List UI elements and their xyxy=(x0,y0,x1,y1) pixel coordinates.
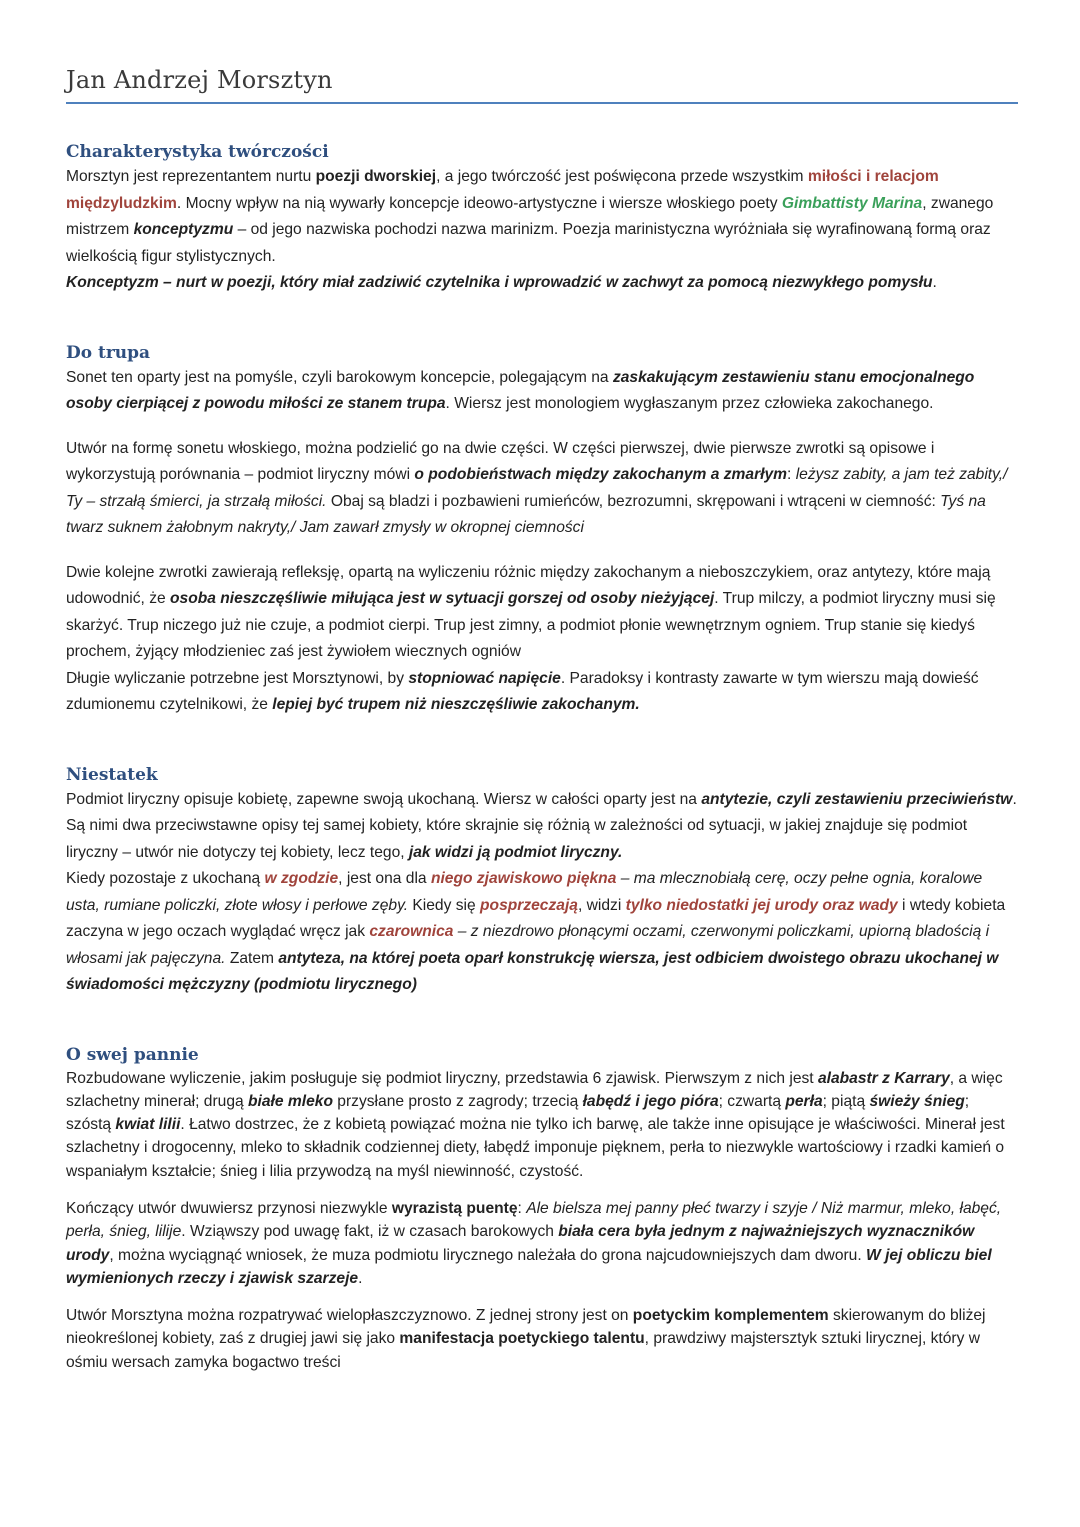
paragraph: Morsztyn jest reprezentantem nurtu poezji dworskiej, a jego twórczość jest poświęcona przede wszystkim miłości i relacjom międzyludzkim. Mocny wpływ na nią wywarły koncepcje ideowo-artystyczne i wiersze włoskiego poety Gimbattisty Marina, zwanego mistrzem konceptyzmu – od jego nazwiska pochodzi nazwa marinizm. Poezja marinistyczna wyróżniała się wyrafinowaną formą oraz wielkością figur stylistycznych. Konceptyzm – nurt w poezji, który miał zadziwić czytelnika i wprowadzić w zachwyt za pomocą niezwykłego pomysłu. xyxy=(66,168,994,291)
section-heading: Charakterystyka twórczości xyxy=(66,142,329,162)
section-heading: O swej pannie xyxy=(66,1044,199,1065)
section-o-swej-pannie xyxy=(66,1043,1018,1375)
section-heading: Niestatek xyxy=(66,764,158,785)
paragraph: Utwór na formę sonetu włoskiego, można podzielić go na dwie części. W części pierwszej, dwie pierwsze zwrotki są opisowe i wykorzystują porównania – podmiot liryczny mówi o podobieństwach między zakochanym a zmarłym: leżysz zabity, a jam też zabity,/ Ty – strzałą śmierci, ja strzałą miłości. Obaj są bladzi i pozbawieni rumieńców, bezrozumni, skrępowani i wtrąceni w ciemność: Tyś na twarz suknem żałobnym nakryty,/ Jam zawarł zmysły w okropnej ciemności xyxy=(66,439,1008,536)
paragraph: Dwie kolejne zwrotki zawierają refleksję, opartą na wyliczeniu różnic między zakochanym a nieboszczykiem, oraz antytezy, które mają udowodnić, że osoba nieszczęśliwie miłująca jest w sytuacji gorszej od osoby nieżyjącej. Trup milczy, a podmiot liryczny musi się skarżyć. Trup niczego już nie czuje, a podmiot cierpi. Trup jest zimny, a podmiot płonie wewnętrznym ogniem. Trup stanie się kiedyś prochem, żyjący młodzieniec zaś jest żywiołem wiecznych ogniów Długie wyliczanie potrzebne jest Morsztynowi, by stopniować napięcie. Paradoksy i kontrasty zawarte w tym wierszu mają dowieść zdumionemu czytelnikowi, że lepiej być trupem niż nieszczęśliwie zakochanym. xyxy=(66,563,996,713)
section-do-trupa xyxy=(66,341,1018,719)
paragraph: Kończący utwór dwuwiersz przynosi niezwykle wyrazistą puentę: Ale bielsza mej panny płeć twarzy i szyje / Niż marmur, mleko, łabęć, perła, śnieg, lilije. Wziąwszy pod uwagę fakt, iż w czasach barokowych biała cera była jednym z najważniejszych wyznaczników urody, można wyciągnąć wniosek, że muza podmiotu lirycznego należała do grona najcudowniejszych dam dworu. W jej obliczu biel wymienionych rzeczy i zjawisk szarzeje. xyxy=(66,1199,1002,1287)
paragraph: Sonet ten oparty jest na pomyśle, czyli barokowym koncepcie, polegającym na zaskakującym zestawieniu stanu emocjonalnego osoby cierpiącej z powodu miłości ze stanem trupa. Wiersz jest monologiem wygłaszanym przez człowieka zakochanego. xyxy=(66,368,975,412)
definition-text: Konceptyzm – nurt w poezji, który miał zadziwić czytelnika i wprowadzić w zachwyt za pomocą niezwykłego pomysłu xyxy=(66,274,933,291)
paragraph: Podmiot liryczny opisuje kobietę, zapewne swoją ukochaną. Wiersz w całości oparty jest na antytezie, czyli zestawieniu przeciwieństw. Są nimi dwa przeciwstawne opisy tej samej kobiety, które skrajnie się różnią w zależności od sytuacji, w jakiej znajduje się podmiot liryczny – utwór nie dotyczy tej kobiety, lecz tego, jak widzi ją podmiot liryczny. Kiedy pozostaje z ukochaną w zgodzie, jest ona dla niego zjawiskowo piękna – ma mlecznobiałą cerę, oczy pełne ognia, koralowe usta, rumiane policzki, złote włosy i perłowe zęby. Kiedy się posprzeczają, widzi tylko niedostatki jej urody oraz wady i wtedy kobieta zaczyna w jego oczach wyglądać wręcz jak czarownica – z niezdrowo płonącymi oczami, czerwonymi policzkami, upiorną bladością i włosami jak pajęczyna. Zatem antyteza, na której poeta oparł konstrukcję wiersza, jest odbiciem dwoistego obrazu ukochanej w świadomości mężczyzny (podmiotu lirycznego) xyxy=(66,790,1017,993)
document-title: Jan Andrzej Morsztyn xyxy=(66,66,1018,104)
section-heading: Do trupa xyxy=(66,342,151,363)
section-niestatek xyxy=(66,763,1018,999)
paragraph: Utwór Morsztyna można rozpatrywać wielopłaszczyznowo. Z jednej strony jest on poetyckim komplementem skierowanym do bliżej nieokreślonej kobiety, zaś z drugiej jawi się jako manifestacja poetyckiego talentu, prawdziwy majstersztyk sztuki lirycznej, który w ośmiu wersach zamyka bogactwo treści xyxy=(66,1307,986,1371)
section-characteristics xyxy=(66,140,1018,297)
document-page xyxy=(66,0,1018,1374)
paragraph: Rozbudowane wyliczenie, jakim posługuje się podmiot liryczny, przedstawia 6 zjawisk. Pierwszym z nich jest alabastr z Karrary, a więc szlachetny minerał; drugą białe mleko przysłane prosto z zagrody; trzecią łabędź i jego pióra; czwartą perła; piątą świeży śnieg; szóstą kwiat lilii. Łatwo dostrzec, że z kobietą powiązać można nie tylko ich barwę, ale także inne opisujące je właściwości. Minerał jest szlachetny i drogocenny, mleko to składnik codziennej diety, łabędź imponuje pięknem, perła to niezwykle wartościowy i rzadki kamień o wspaniałym kształcie; śnieg i lilia przywodzą na myśl niewinność, czystość. xyxy=(66,1069,1005,1180)
